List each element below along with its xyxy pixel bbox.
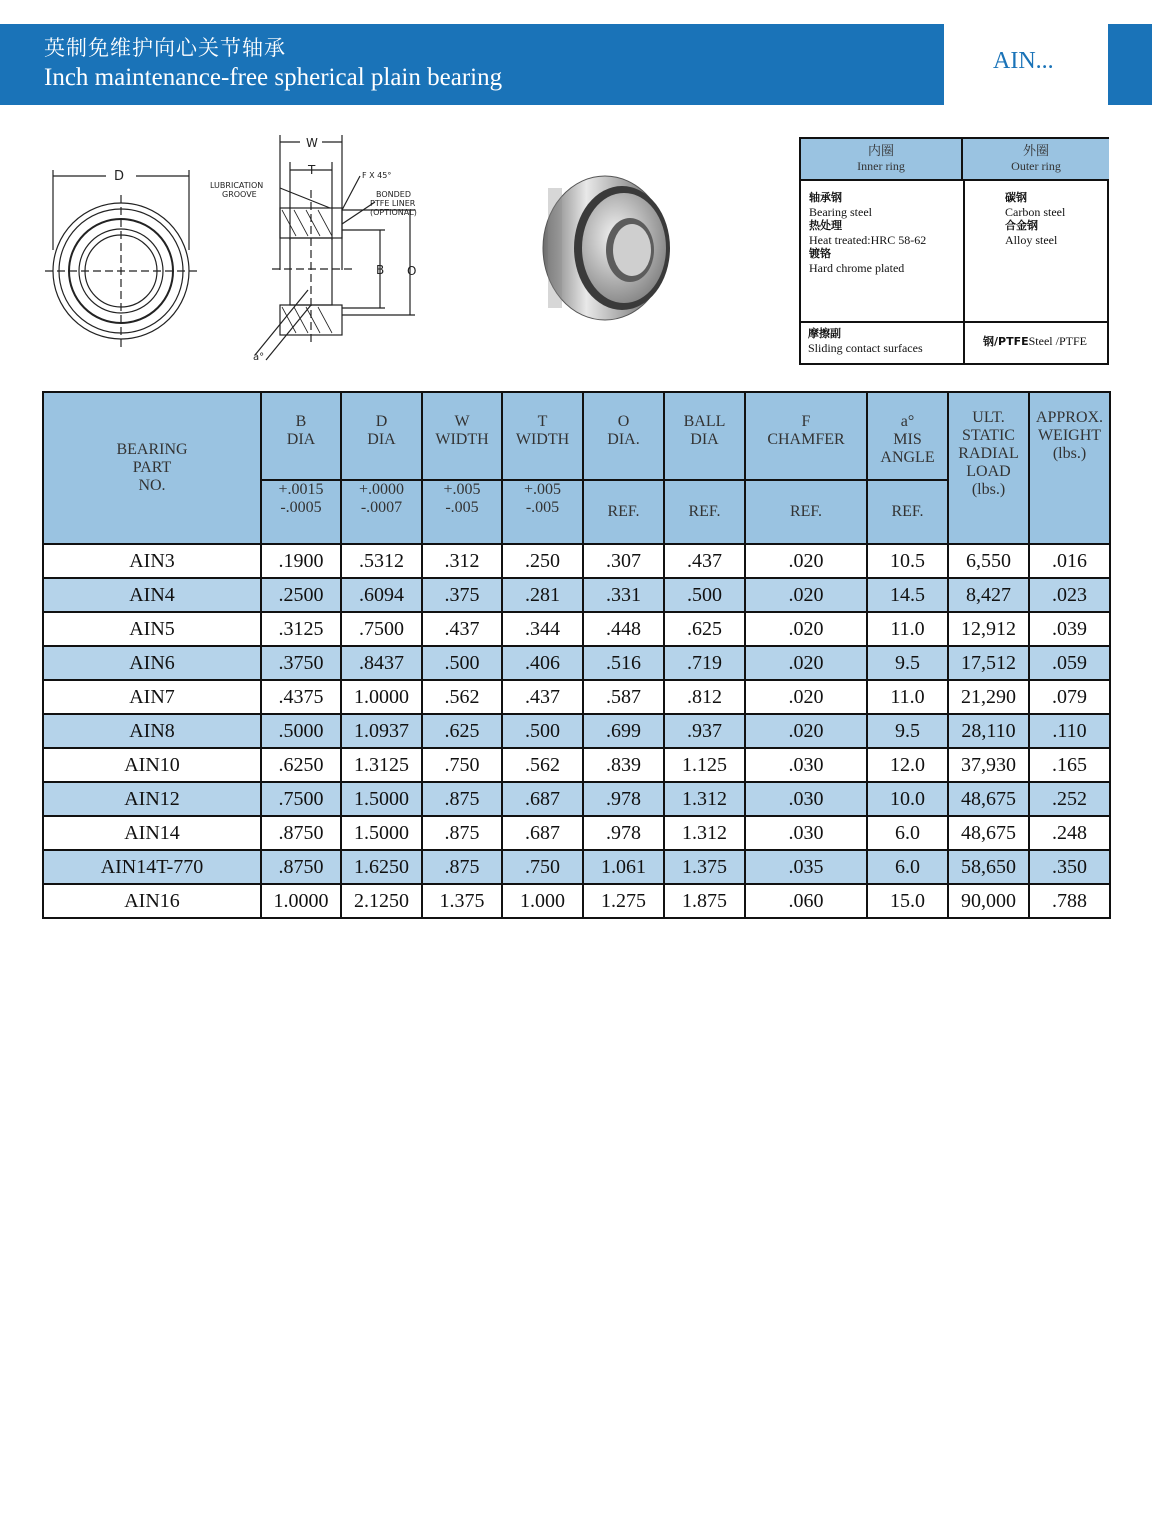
cell-f-chamfer: .060 [745,884,867,918]
cell-b-dia: .6250 [261,748,341,782]
cell-mis-angle: 12.0 [867,748,948,782]
cell-part-no: AIN12 [43,782,261,816]
accent-bar [1108,24,1152,105]
cell-d-dia: 1.5000 [341,816,422,850]
label-b: B [376,263,385,277]
cell-ball-dia: 1.312 [664,816,745,850]
tol-w-minus: -.005 [445,499,479,516]
cell-f-chamfer: .020 [745,544,867,578]
header-o-line1: O [617,413,630,430]
label-w: W [306,136,318,150]
cell-o-dia: .699 [583,714,664,748]
cell-weight: .248 [1029,816,1110,850]
tol-t-minus: -.005 [525,499,560,516]
header-load-line1: ULT. [972,409,1005,426]
cell-part-no: AIN8 [43,714,261,748]
cell-d-dia: 1.0937 [341,714,422,748]
cell-f-chamfer: .030 [745,782,867,816]
cell-w-width: .875 [422,816,502,850]
header-t-line1: T [537,413,548,430]
cell-d-dia: .7500 [341,612,422,646]
cell-w-width: .562 [422,680,502,714]
header-t-line2: WIDTH [515,431,570,448]
inner-material-1-en: Bearing steel [809,205,872,219]
bearing-photo [530,168,700,328]
cell-o-dia: 1.275 [583,884,664,918]
cell-w-width: .437 [422,612,502,646]
cell-b-dia: .3750 [261,646,341,680]
cell-radial-load: 12,912 [948,612,1029,646]
cell-b-dia: .8750 [261,850,341,884]
sliding-value-en: Steel /PTFE [1028,334,1087,348]
cell-d-dia: 2.1250 [341,884,422,918]
tol-b-minus: -.0005 [280,499,322,516]
table-row [43,782,1110,816]
cell-o-dia: .448 [583,612,664,646]
outer-material-1-cn: 碳钢 [1005,191,1027,204]
cell-radial-load: 8,427 [948,578,1029,612]
cell-ball-dia: .812 [664,680,745,714]
cell-f-chamfer: .020 [745,646,867,680]
header-ball-line2: DIA [690,431,719,448]
cell-radial-load: 37,930 [948,748,1029,782]
cell-mis-angle: 10.5 [867,544,948,578]
cell-o-dia: .839 [583,748,664,782]
cell-b-dia: .4375 [261,680,341,714]
cell-d-dia: .6094 [341,578,422,612]
header-o-dia [583,392,664,480]
label-ptfe-liner: PTFE LINER [370,199,416,208]
cell-o-dia: .978 [583,816,664,850]
cell-w-width: .375 [422,578,502,612]
outer-ring-header [963,139,1109,181]
cell-radial-load: 6,550 [948,544,1029,578]
header-a-line2: MIS [893,431,922,448]
cell-b-dia: 1.0000 [261,884,341,918]
cell-part-no: AIN4 [43,578,261,612]
outer-ring-materials [1005,191,1065,247]
outer-ring-cn: 外圈 [1022,144,1049,159]
cell-t-width: .687 [502,782,583,816]
header-f-chamfer [745,392,867,480]
cell-part-no: AIN3 [43,544,261,578]
cell-d-dia: 1.6250 [341,850,422,884]
inner-material-3-cn: 镀铬 [809,247,831,260]
inner-material-2-cn: 热处理 [809,219,842,232]
cell-o-dia: .307 [583,544,664,578]
cell-f-chamfer: .020 [745,578,867,612]
tol-w-plus: +.005 [443,481,481,498]
cell-w-width: .750 [422,748,502,782]
cell-ball-dia: .625 [664,612,745,646]
header-o-line2: DIA. [607,431,640,448]
header-f-line2: CHAMFER [767,431,845,448]
table-row [43,680,1110,714]
cell-ball-dia: 1.312 [664,782,745,816]
table-row [43,612,1110,646]
header-d-line2: DIA [367,431,396,448]
cell-ball-dia: .500 [664,578,745,612]
cell-b-dia: .3125 [261,612,341,646]
ref-a: REF. [867,480,948,544]
header-radial-load [948,392,1029,544]
header-b-line1: B [295,413,307,430]
cell-d-dia: .8437 [341,646,422,680]
label-t: T [308,163,316,177]
inner-ring-cn: 内圈 [867,144,894,159]
table-row [43,884,1110,918]
cell-o-dia: .331 [583,578,664,612]
cell-f-chamfer: .030 [745,748,867,782]
tolerance-t [502,480,583,544]
header-part-line2: PART [132,459,172,476]
header-weight-line2: WEIGHT [1037,427,1102,444]
tolerance-d [341,480,422,544]
label-chamfer: F X 45° [362,171,392,180]
header-load-line2: STATIC [962,427,1015,444]
label-angle: a° [253,352,265,363]
inner-material-3-en: Hard chrome plated [809,261,905,275]
ref-ball: REF. [664,480,745,544]
table-row [43,714,1110,748]
cell-weight: .252 [1029,782,1110,816]
header-ball-line1: BALL [683,413,726,430]
header-w-line2: WIDTH [435,431,489,448]
cell-weight: .059 [1029,646,1110,680]
header-w-line1: W [454,413,470,430]
table-row [43,748,1110,782]
inner-material-1-cn: 轴承钢 [809,191,842,204]
table-row [43,578,1110,612]
cell-t-width: .437 [502,680,583,714]
cell-part-no: AIN10 [43,748,261,782]
cell-f-chamfer: .020 [745,714,867,748]
label-o: O [407,264,417,278]
cell-ball-dia: 1.375 [664,850,745,884]
cell-b-dia: .1900 [261,544,341,578]
cell-part-no: AIN16 [43,884,261,918]
cell-t-width: .562 [502,748,583,782]
header-b-line2: DIA [286,431,316,448]
cell-w-width: 1.375 [422,884,502,918]
tol-d-plus: +.0000 [358,481,405,498]
cell-f-chamfer: .020 [745,680,867,714]
cell-t-width: .500 [502,714,583,748]
sliding-surfaces-label [808,327,923,355]
header-t-width [502,392,583,480]
header-a-line3: ANGLE [880,449,935,466]
table-row [43,544,1110,578]
header-part-line3: NO. [138,477,166,494]
cell-weight: .039 [1029,612,1110,646]
cell-ball-dia: .937 [664,714,745,748]
cell-mis-angle: 10.0 [867,782,948,816]
cell-ball-dia: .437 [664,544,745,578]
cell-f-chamfer: .020 [745,612,867,646]
title-chinese: 英制免维护向心关节轴承 [44,36,286,60]
cell-radial-load: 90,000 [948,884,1029,918]
inner-ring-materials [809,191,926,275]
tol-b-plus: +.0015 [278,481,324,498]
cell-w-width: .875 [422,850,502,884]
header-ball-dia [664,392,745,480]
cell-weight: .023 [1029,578,1110,612]
sliding-cn: 摩擦副 [808,327,841,340]
cell-t-width: .406 [502,646,583,680]
cell-radial-load: 48,675 [948,816,1029,850]
header-f-line1: F [801,413,811,430]
cell-w-width: .875 [422,782,502,816]
inner-ring-header [801,139,963,181]
table-row [43,646,1110,680]
cell-radial-load: 58,650 [948,850,1029,884]
cell-mis-angle: 15.0 [867,884,948,918]
cell-f-chamfer: .030 [745,816,867,850]
cell-o-dia: .587 [583,680,664,714]
title-english: Inch maintenance-free spherical plain bearing [44,64,503,91]
header-weight-line1: APPROX. [1035,409,1104,426]
tolerance-b [261,480,341,544]
cell-ball-dia: 1.875 [664,884,745,918]
cell-o-dia: 1.061 [583,850,664,884]
cell-weight: .016 [1029,544,1110,578]
tol-t-plus: +.005 [523,481,562,498]
label-groove: GROOVE [222,190,257,199]
cell-radial-load: 28,110 [948,714,1029,748]
series-label: AIN... [993,48,1054,74]
table-row [43,816,1110,850]
cell-part-no: AIN7 [43,680,261,714]
header-part-no [43,392,261,544]
ref-o: REF. [583,480,664,544]
cell-mis-angle: 6.0 [867,816,948,850]
header-mis-angle [867,392,948,480]
header-w-width [422,392,502,480]
cell-b-dia: .2500 [261,578,341,612]
cell-b-dia: .8750 [261,816,341,850]
cell-o-dia: .516 [583,646,664,680]
label-bonded: BONDED [376,190,412,199]
cell-w-width: .625 [422,714,502,748]
materials-table [799,137,1109,365]
header-weight [1029,392,1110,544]
cell-t-width: .750 [502,850,583,884]
sliding-surfaces-value [983,334,1087,349]
header-b-dia [261,392,341,480]
cell-f-chamfer: .035 [745,850,867,884]
cell-mis-angle: 14.5 [867,578,948,612]
cell-t-width: .281 [502,578,583,612]
cell-t-width: .687 [502,816,583,850]
outer-material-1-en: Carbon steel [1005,205,1066,219]
inner-ring-en: Inner ring [857,159,905,173]
outer-material-2-en: Alloy steel [1005,233,1058,247]
cell-b-dia: .5000 [261,714,341,748]
cell-mis-angle: 11.0 [867,680,948,714]
cell-part-no: AIN14T-770 [43,850,261,884]
cell-part-no: AIN6 [43,646,261,680]
header-d-dia [341,392,422,480]
cell-weight: .350 [1029,850,1110,884]
header-load-line5: (lbs.) [971,481,1006,498]
cell-radial-load: 48,675 [948,782,1029,816]
cell-weight: .788 [1029,884,1110,918]
cell-w-width: .500 [422,646,502,680]
cell-mis-angle: 6.0 [867,850,948,884]
inner-material-2-en: Heat treated:HRC 58-62 [809,233,927,247]
cell-radial-load: 17,512 [948,646,1029,680]
header-part-line1: BEARING [116,441,188,458]
sliding-en: Sliding contact surfaces [808,341,923,355]
cell-d-dia: 1.3125 [341,748,422,782]
cell-mis-angle: 9.5 [867,714,948,748]
cell-ball-dia: 1.125 [664,748,745,782]
ref-f: REF. [745,480,867,544]
cell-mis-angle: 9.5 [867,646,948,680]
label-optional: (OPTIONAL) [370,208,417,217]
header-weight-line3: (lbs.) [1052,445,1087,462]
label-lubrication: LUBRICATION [210,181,264,190]
label-d: D [114,169,125,184]
header-d-line1: D [375,413,388,430]
cell-d-dia: .5312 [341,544,422,578]
cell-t-width: 1.000 [502,884,583,918]
cell-d-dia: 1.0000 [341,680,422,714]
cell-o-dia: .978 [583,782,664,816]
outer-material-2-cn: 合金钢 [1005,219,1038,232]
table-body [43,544,1110,918]
cell-mis-angle: 11.0 [867,612,948,646]
tolerance-w [422,480,502,544]
title-banner [0,24,944,105]
specification-table [42,391,1111,919]
cell-w-width: .312 [422,544,502,578]
bearing-drawing [40,130,460,380]
cell-radial-load: 21,290 [948,680,1029,714]
cell-d-dia: 1.5000 [341,782,422,816]
header-a-line1: a° [900,413,915,430]
cell-weight: .165 [1029,748,1110,782]
header-load-line4: LOAD [966,463,1011,480]
outer-ring-en: Outer ring [1011,159,1061,173]
cell-b-dia: .7500 [261,782,341,816]
sliding-value-cn: 钢/PTFE [983,335,1029,348]
cell-t-width: .250 [502,544,583,578]
header-load-line3: RADIAL [958,445,1019,462]
cell-ball-dia: .719 [664,646,745,680]
cell-t-width: .344 [502,612,583,646]
table-row [43,850,1110,884]
cell-weight: .110 [1029,714,1110,748]
tol-d-minus: -.0007 [360,499,403,516]
cell-weight: .079 [1029,680,1110,714]
cell-part-no: AIN14 [43,816,261,850]
cell-part-no: AIN5 [43,612,261,646]
